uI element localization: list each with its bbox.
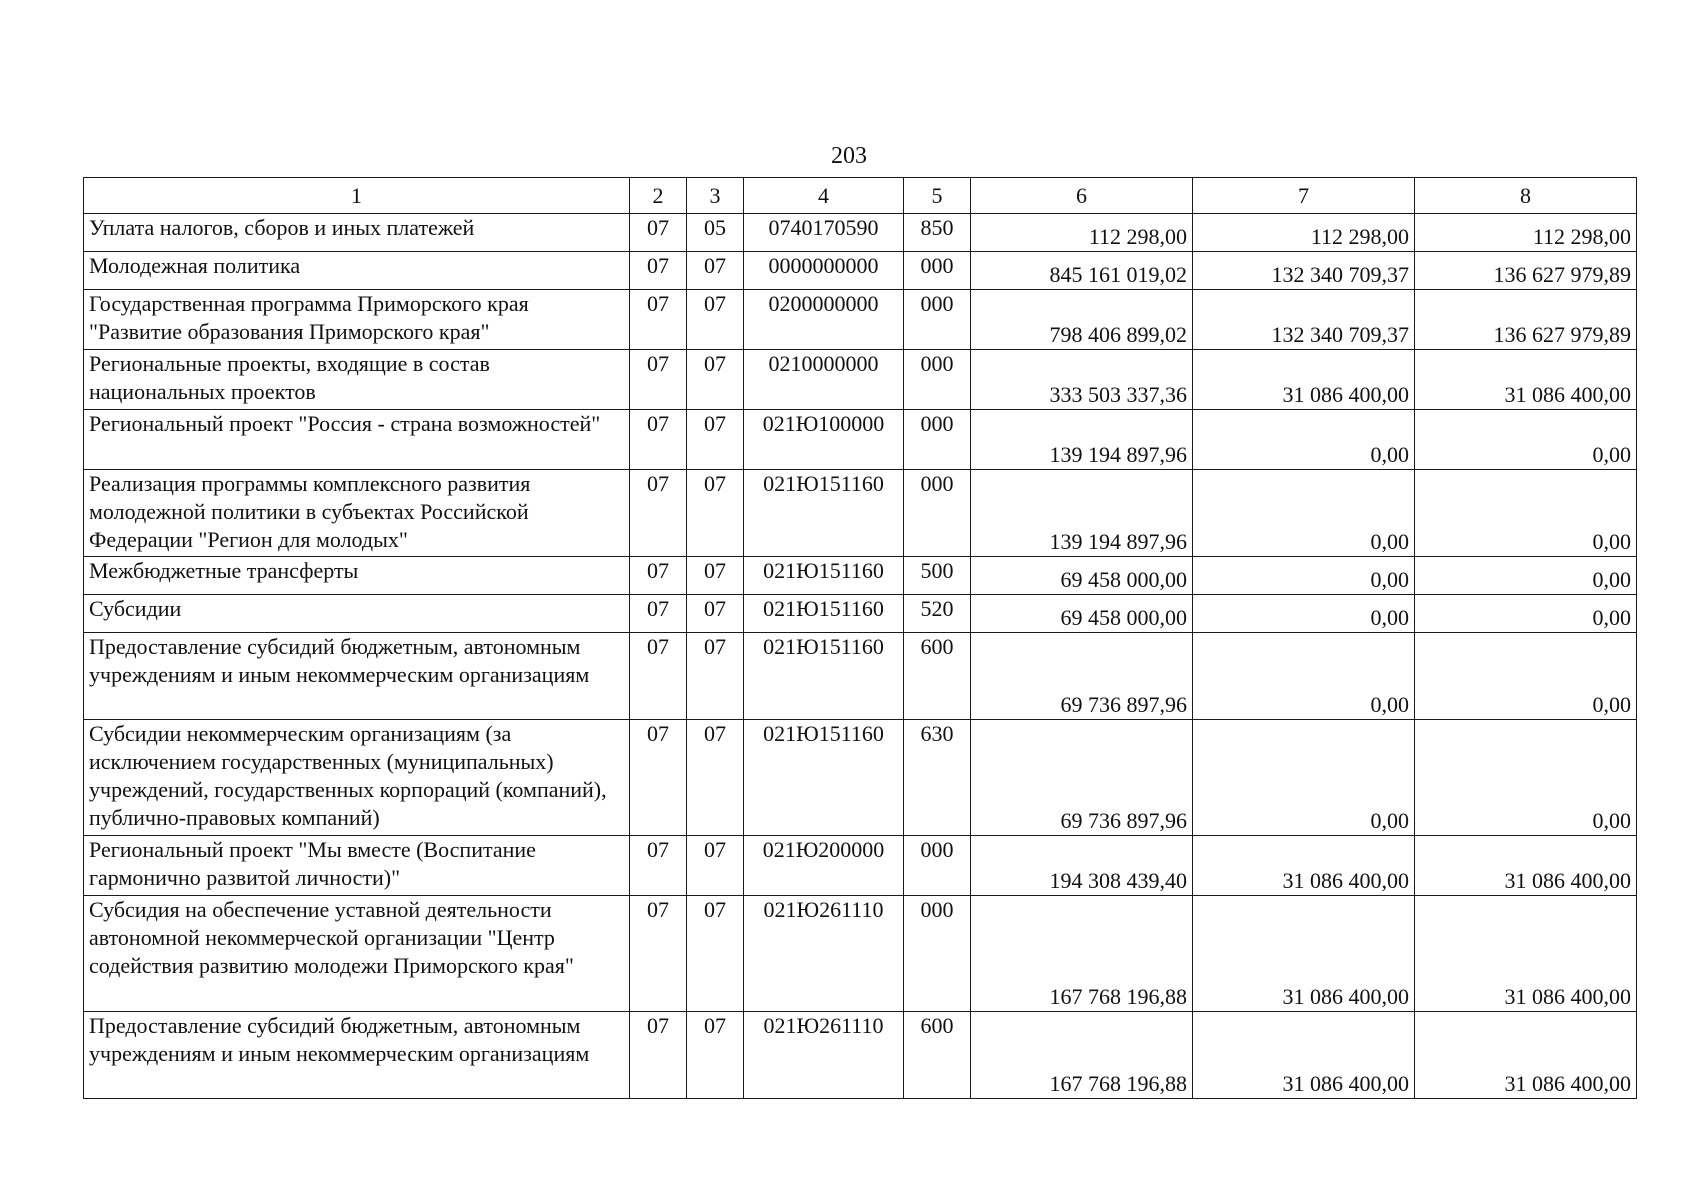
row-name: Государственная программа Приморского края "Развитие образования Приморского края" [84, 290, 630, 350]
amount-col6: 167 768 196,88 [971, 1012, 1193, 1099]
target-article-code: 021Ю200000 [744, 836, 904, 896]
subsection-code: 07 [687, 595, 744, 633]
amount-col8: 136 627 979,89 [1415, 252, 1637, 290]
amount-col6: 798 406 899,02 [971, 290, 1193, 350]
target-article-code: 0000000000 [744, 252, 904, 290]
amount-col7: 0,00 [1193, 720, 1415, 836]
page-number: 203 [831, 143, 867, 169]
column-header: 4 [744, 178, 904, 214]
amount-col7: 112 298,00 [1193, 214, 1415, 252]
expense-type-code: 000 [904, 836, 971, 896]
table-row [84, 720, 1637, 836]
expense-type-code: 600 [904, 1012, 971, 1099]
amount-col6: 139 194 897,96 [971, 470, 1193, 557]
amount-col6: 139 194 897,96 [971, 410, 1193, 470]
row-name: Реализация программы комплексного развития молодежной политики в субъектах Российской Федерации "Регион для молодых" [84, 470, 630, 557]
row-name: Предоставление субсидий бюджетным, автономным учреждениям и иным некоммерческим организациям [84, 1012, 630, 1099]
amount-col8: 0,00 [1415, 720, 1637, 836]
target-article-code: 0210000000 [744, 350, 904, 410]
row-name: Предоставление субсидий бюджетным, автономным учреждениям и иным некоммерческим организациям [84, 633, 630, 720]
column-header: 7 [1193, 178, 1415, 214]
amount-col7: 31 086 400,00 [1193, 350, 1415, 410]
amount-col6: 69 458 000,00 [971, 557, 1193, 595]
expense-type-code: 630 [904, 720, 971, 836]
amount-col8: 31 086 400,00 [1415, 350, 1637, 410]
column-header: 5 [904, 178, 971, 214]
amount-col6: 333 503 337,36 [971, 350, 1193, 410]
section-code: 07 [630, 633, 687, 720]
expense-type-code: 000 [904, 410, 971, 470]
row-name: Региональный проект "Мы вместе (Воспитание гармонично развитой личности)" [84, 836, 630, 896]
subsection-code: 07 [687, 896, 744, 1012]
row-name: Уплата налогов, сборов и иных платежей [84, 214, 630, 252]
table-row [84, 252, 1637, 290]
row-name: Молодежная политика [84, 252, 630, 290]
subsection-code: 07 [687, 252, 744, 290]
amount-col7: 132 340 709,37 [1193, 290, 1415, 350]
amount-col7: 31 086 400,00 [1193, 836, 1415, 896]
target-article-code: 021Ю100000 [744, 410, 904, 470]
amount-col7: 0,00 [1193, 410, 1415, 470]
section-code: 07 [630, 214, 687, 252]
table-row [84, 410, 1637, 470]
amount-col8: 31 086 400,00 [1415, 1012, 1637, 1099]
amount-col8: 0,00 [1415, 595, 1637, 633]
section-code: 07 [630, 836, 687, 896]
table-row [84, 1012, 1637, 1099]
amount-col8: 112 298,00 [1415, 214, 1637, 252]
subsection-code: 07 [687, 836, 744, 896]
amount-col7: 0,00 [1193, 470, 1415, 557]
expense-type-code: 850 [904, 214, 971, 252]
row-name: Субсидии некоммерческим организациям (за исключением государственных (муниципальных) учреждений, государственных корпораций (компаний), публично-правовых компаний) [84, 720, 630, 836]
table-row [84, 290, 1637, 350]
subsection-code: 07 [687, 1012, 744, 1099]
header-row [84, 178, 1637, 214]
amount-col8: 31 086 400,00 [1415, 896, 1637, 1012]
expense-type-code: 000 [904, 470, 971, 557]
table-row [84, 836, 1637, 896]
target-article-code: 021Ю261110 [744, 896, 904, 1012]
amount-col6: 194 308 439,40 [971, 836, 1193, 896]
target-article-code: 0740170590 [744, 214, 904, 252]
table-row [84, 595, 1637, 633]
amount-col6: 69 736 897,96 [971, 720, 1193, 836]
table-row [84, 633, 1637, 720]
expense-type-code: 520 [904, 595, 971, 633]
amount-col8: 31 086 400,00 [1415, 836, 1637, 896]
table-row [84, 557, 1637, 595]
amount-col6: 69 736 897,96 [971, 633, 1193, 720]
amount-col7: 132 340 709,37 [1193, 252, 1415, 290]
subsection-code: 07 [687, 720, 744, 836]
subsection-code: 05 [687, 214, 744, 252]
target-article-code: 021Ю261110 [744, 1012, 904, 1099]
amount-col7: 31 086 400,00 [1193, 896, 1415, 1012]
table-row [84, 470, 1637, 557]
expense-type-code: 600 [904, 633, 971, 720]
row-name: Межбюджетные трансферты [84, 557, 630, 595]
section-code: 07 [630, 595, 687, 633]
column-header: 3 [687, 178, 744, 214]
subsection-code: 07 [687, 633, 744, 720]
section-code: 07 [630, 1012, 687, 1099]
table-header [84, 178, 1637, 214]
subsection-code: 07 [687, 410, 744, 470]
expense-type-code: 000 [904, 252, 971, 290]
row-name: Субсидия на обеспечение уставной деятельности автономной некоммерческой организации "Центр содействия развитию молодежи Приморского края" [84, 896, 630, 1012]
subsection-code: 07 [687, 290, 744, 350]
amount-col8: 0,00 [1415, 410, 1637, 470]
row-name: Субсидии [84, 595, 630, 633]
expense-type-code: 000 [904, 350, 971, 410]
subsection-code: 07 [687, 350, 744, 410]
amount-col7: 0,00 [1193, 557, 1415, 595]
section-code: 07 [630, 350, 687, 410]
amount-col8: 0,00 [1415, 557, 1637, 595]
amount-col6: 167 768 196,88 [971, 896, 1193, 1012]
expense-type-code: 500 [904, 557, 971, 595]
section-code: 07 [630, 470, 687, 557]
expense-type-code: 000 [904, 896, 971, 1012]
section-code: 07 [630, 410, 687, 470]
section-code: 07 [630, 896, 687, 1012]
table-row [84, 896, 1637, 1012]
expense-type-code: 000 [904, 290, 971, 350]
section-code: 07 [630, 252, 687, 290]
amount-col8: 136 627 979,89 [1415, 290, 1637, 350]
amount-col7: 0,00 [1193, 595, 1415, 633]
row-name: Региональный проект "Россия - страна возможностей" [84, 410, 630, 470]
budget-table [83, 177, 1637, 1099]
column-header: 6 [971, 178, 1193, 214]
amount-col6: 112 298,00 [971, 214, 1193, 252]
section-code: 07 [630, 557, 687, 595]
subsection-code: 07 [687, 557, 744, 595]
amount-col6: 845 161 019,02 [971, 252, 1193, 290]
amount-col7: 0,00 [1193, 633, 1415, 720]
target-article-code: 021Ю151160 [744, 557, 904, 595]
amount-col8: 0,00 [1415, 633, 1637, 720]
table-row [84, 214, 1637, 252]
column-header: 2 [630, 178, 687, 214]
row-name: Региональные проекты, входящие в состав национальных проектов [84, 350, 630, 410]
target-article-code: 021Ю151160 [744, 470, 904, 557]
target-article-code: 021Ю151160 [744, 633, 904, 720]
subsection-code: 07 [687, 470, 744, 557]
amount-col7: 31 086 400,00 [1193, 1012, 1415, 1099]
table-row [84, 350, 1637, 410]
target-article-code: 021Ю151160 [744, 595, 904, 633]
column-header: 8 [1415, 178, 1637, 214]
section-code: 07 [630, 720, 687, 836]
section-code: 07 [630, 290, 687, 350]
target-article-code: 0200000000 [744, 290, 904, 350]
amount-col8: 0,00 [1415, 470, 1637, 557]
column-header: 1 [84, 178, 630, 214]
amount-col6: 69 458 000,00 [971, 595, 1193, 633]
target-article-code: 021Ю151160 [744, 720, 904, 836]
